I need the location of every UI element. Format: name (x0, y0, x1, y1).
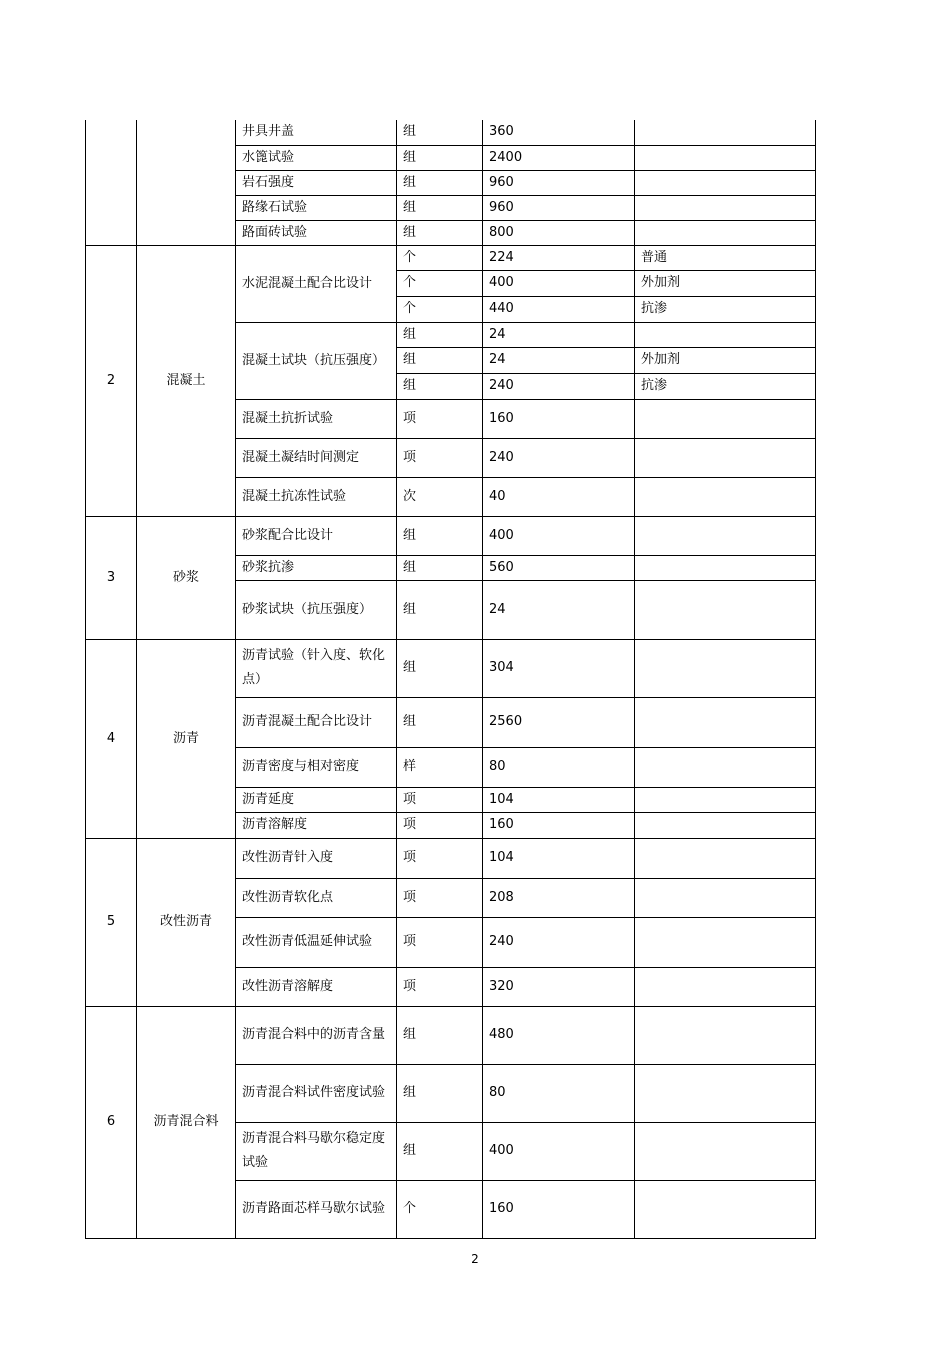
unit-cell: 项 (397, 967, 483, 1006)
unit-cell: 个 (397, 245, 483, 270)
note-cell (635, 812, 816, 838)
note-cell (635, 838, 816, 878)
note-cell (635, 195, 816, 220)
qty-cell: 800 (483, 220, 635, 245)
unit-cell: 组 (397, 373, 483, 399)
unit-cell: 组 (397, 170, 483, 195)
unit-cell: 个 (397, 296, 483, 322)
item-name: 路缘石试验 (236, 195, 397, 220)
category-cell: 沥青 (137, 639, 236, 838)
note-cell (635, 1180, 816, 1238)
item-name: 改性沥青软化点 (236, 878, 397, 917)
unit-cell: 个 (397, 1180, 483, 1238)
item-name: 改性沥青低温延伸试验 (236, 917, 397, 967)
table-row (86, 120, 816, 145)
note-cell (635, 1122, 816, 1180)
qty-cell: 80 (483, 747, 635, 787)
note-cell (635, 787, 816, 812)
seq-cell (86, 120, 137, 245)
note-cell: 普通 (635, 245, 816, 270)
unit-cell: 次 (397, 477, 483, 516)
qty-cell: 240 (483, 917, 635, 967)
note-cell (635, 747, 816, 787)
category-cell: 砂浆 (137, 516, 236, 639)
table-row (86, 516, 816, 555)
item-name: 沥青试验（针入度、软化点） (236, 639, 397, 697)
item-name: 沥青混合料马歇尔稳定度试验 (236, 1122, 397, 1180)
qty-cell: 2400 (483, 145, 635, 170)
item-name: 沥青路面芯样马歇尔试验 (236, 1180, 397, 1238)
table-row (86, 245, 816, 270)
qty-cell: 400 (483, 270, 635, 296)
qty-cell: 320 (483, 967, 635, 1006)
note-cell (635, 967, 816, 1006)
note-cell (635, 120, 816, 145)
note-cell (635, 170, 816, 195)
qty-cell: 560 (483, 555, 635, 580)
item-name: 井具井盖 (236, 120, 397, 145)
unit-cell: 项 (397, 838, 483, 878)
item-name: 沥青溶解度 (236, 812, 397, 838)
seq-cell: 6 (86, 1006, 137, 1238)
note-cell (635, 697, 816, 747)
item-name: 沥青混合料试件密度试验 (236, 1064, 397, 1122)
item-name: 沥青延度 (236, 787, 397, 812)
qty-cell: 440 (483, 296, 635, 322)
note-cell (635, 399, 816, 438)
page-number: 2 (471, 1252, 479, 1266)
unit-cell: 项 (397, 878, 483, 917)
qty-cell: 304 (483, 639, 635, 697)
qty-cell: 208 (483, 878, 635, 917)
note-cell (635, 917, 816, 967)
unit-cell: 组 (397, 516, 483, 555)
qty-cell: 160 (483, 812, 635, 838)
category-cell: 沥青混合料 (137, 1006, 236, 1238)
qty-cell: 160 (483, 1180, 635, 1238)
qty-cell: 104 (483, 838, 635, 878)
item-name: 混凝土试块（抗压强度） (236, 322, 397, 399)
item-name: 改性沥青溶解度 (236, 967, 397, 1006)
note-cell: 外加剂 (635, 347, 816, 373)
item-name: 混凝土抗折试验 (236, 399, 397, 438)
qty-cell: 400 (483, 516, 635, 555)
note-cell (635, 639, 816, 697)
note-cell (635, 1006, 816, 1064)
unit-cell: 组 (397, 347, 483, 373)
unit-cell: 项 (397, 399, 483, 438)
note-cell (635, 878, 816, 917)
category-cell: 改性沥青 (137, 838, 236, 1006)
item-name: 改性沥青针入度 (236, 838, 397, 878)
qty-cell: 480 (483, 1006, 635, 1064)
item-name: 水篦试验 (236, 145, 397, 170)
unit-cell: 个 (397, 270, 483, 296)
table-row (86, 1006, 816, 1064)
unit-cell: 组 (397, 322, 483, 347)
unit-cell: 组 (397, 580, 483, 639)
qty-cell: 960 (483, 195, 635, 220)
note-cell (635, 438, 816, 477)
unit-cell: 样 (397, 747, 483, 787)
qty-cell: 24 (483, 580, 635, 639)
item-name: 沥青混凝土配合比设计 (236, 697, 397, 747)
test-items-table (85, 120, 816, 1239)
unit-cell: 组 (397, 220, 483, 245)
item-name: 路面砖试验 (236, 220, 397, 245)
qty-cell: 240 (483, 373, 635, 399)
item-name: 沥青密度与相对密度 (236, 747, 397, 787)
qty-cell: 80 (483, 1064, 635, 1122)
category-cell: 混凝土 (137, 245, 236, 516)
qty-cell: 160 (483, 399, 635, 438)
unit-cell: 项 (397, 787, 483, 812)
note-cell (635, 516, 816, 555)
qty-cell: 224 (483, 245, 635, 270)
item-name: 砂浆配合比设计 (236, 516, 397, 555)
note-cell (635, 145, 816, 170)
note-cell (635, 555, 816, 580)
item-name: 砂浆试块（抗压强度） (236, 580, 397, 639)
seq-cell: 5 (86, 838, 137, 1006)
item-name: 水泥混凝土配合比设计 (236, 245, 397, 322)
unit-cell: 项 (397, 438, 483, 477)
note-cell: 外加剂 (635, 270, 816, 296)
item-name: 岩石强度 (236, 170, 397, 195)
qty-cell: 24 (483, 322, 635, 347)
qty-cell: 104 (483, 787, 635, 812)
qty-cell: 240 (483, 438, 635, 477)
unit-cell: 项 (397, 812, 483, 838)
qty-cell: 40 (483, 477, 635, 516)
qty-cell: 400 (483, 1122, 635, 1180)
unit-cell: 项 (397, 917, 483, 967)
unit-cell: 组 (397, 145, 483, 170)
table-row (86, 838, 816, 878)
note-cell (635, 322, 816, 347)
unit-cell: 组 (397, 120, 483, 145)
unit-cell: 组 (397, 195, 483, 220)
category-cell (137, 120, 236, 245)
item-name: 混凝土抗冻性试验 (236, 477, 397, 516)
qty-cell: 2560 (483, 697, 635, 747)
note-cell (635, 580, 816, 639)
note-cell (635, 477, 816, 516)
unit-cell: 组 (397, 697, 483, 747)
seq-cell: 3 (86, 516, 137, 639)
qty-cell: 960 (483, 170, 635, 195)
unit-cell: 组 (397, 1122, 483, 1180)
item-name: 沥青混合料中的沥青含量 (236, 1006, 397, 1064)
seq-cell: 2 (86, 245, 137, 516)
note-cell (635, 1064, 816, 1122)
item-name: 混凝土凝结时间测定 (236, 438, 397, 477)
seq-cell: 4 (86, 639, 137, 838)
qty-cell: 24 (483, 347, 635, 373)
unit-cell: 组 (397, 1006, 483, 1064)
unit-cell: 组 (397, 639, 483, 697)
note-cell: 抗渗 (635, 373, 816, 399)
item-name: 砂浆抗渗 (236, 555, 397, 580)
qty-cell: 360 (483, 120, 635, 145)
unit-cell: 组 (397, 1064, 483, 1122)
table-row (86, 639, 816, 697)
unit-cell: 组 (397, 555, 483, 580)
note-cell: 抗渗 (635, 296, 816, 322)
note-cell (635, 220, 816, 245)
